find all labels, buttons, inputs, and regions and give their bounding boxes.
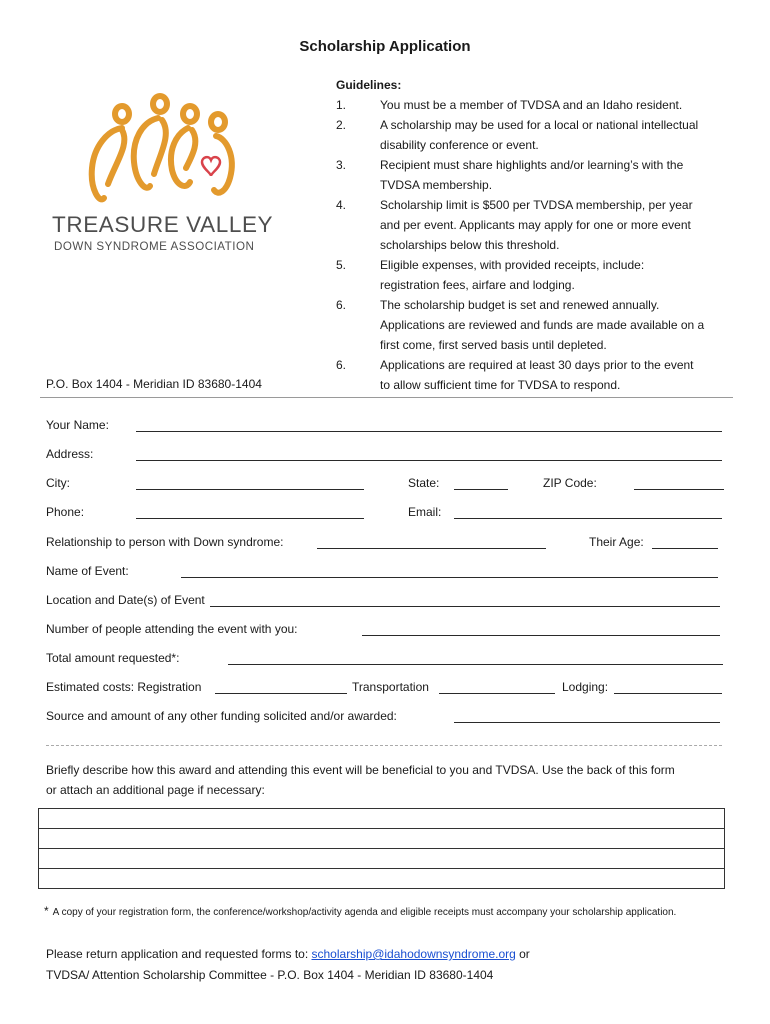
org-name-line2: DOWN SYNDROME ASSOCIATION	[54, 240, 255, 253]
email-field[interactable]	[454, 518, 722, 519]
guideline-text: disability conference or event.	[380, 138, 539, 152]
event-name-field[interactable]	[181, 577, 718, 578]
age-label: Their Age:	[589, 535, 644, 549]
phone-label: Phone:	[46, 505, 85, 519]
description-row[interactable]	[39, 869, 725, 889]
phone-field[interactable]	[136, 518, 364, 519]
org-name-line1: TREASURE VALLEY	[52, 212, 274, 237]
footnote	[44, 902, 734, 922]
form-title: Scholarship Application	[299, 38, 471, 55]
age-field[interactable]	[652, 548, 718, 549]
relationship-field[interactable]	[317, 548, 546, 549]
address-field[interactable]	[136, 460, 722, 461]
return-suffix: or	[515, 947, 530, 961]
return-instructions	[46, 947, 530, 961]
guideline-text: Eligible expenses, with provided receipts, include:	[380, 258, 645, 272]
state-label: State:	[408, 476, 440, 490]
description-line: or attach an additional page if necessary:	[46, 783, 265, 797]
name-label: Your Name:	[46, 418, 109, 432]
org-address: P.O. Box 1404 - Meridian ID 83680-1404	[46, 377, 262, 391]
event-name-label: Name of Event:	[46, 564, 129, 578]
description-line: Briefly describe how this award and attending this event will be beneficial to you and TVDSA. Use the back of this form	[46, 763, 675, 777]
guideline-number: 1.	[336, 98, 347, 112]
guideline-text: TVDSA membership.	[380, 178, 493, 192]
city-field[interactable]	[136, 489, 364, 490]
attendees-label: Number of people attending the event with you:	[46, 622, 298, 636]
description-box	[38, 808, 725, 889]
total-requested-label: Total amount requested*:	[46, 651, 180, 665]
transportation-field[interactable]	[439, 693, 555, 694]
dashed-separator	[46, 745, 722, 746]
state-field[interactable]	[454, 489, 508, 490]
guideline-text: Recipient must share highlights and/or learning’s with the	[380, 158, 684, 172]
return-prefix: Please return application and requested forms to:	[46, 947, 312, 961]
guideline-text: The scholarship budget is set and renewed annually.	[380, 298, 660, 312]
other-funding-field[interactable]	[454, 722, 720, 723]
guideline-text: and per event. Applicants may apply for one or more event	[380, 218, 691, 232]
name-field[interactable]	[136, 431, 722, 432]
description-row[interactable]	[39, 829, 725, 849]
guideline-number: 3.	[336, 158, 347, 172]
attendees-field[interactable]	[362, 635, 720, 636]
location-dates-label: Location and Date(s) of Event	[46, 593, 205, 607]
footnote-asterisk: *	[44, 904, 49, 918]
guideline-text: registration fees, airfare and lodging.	[380, 278, 575, 292]
address-label: Address:	[46, 447, 94, 461]
guideline-text: first come, first served basis until depleted.	[380, 338, 607, 352]
guideline-text: A scholarship may be used for a local or national intellectual	[380, 118, 699, 132]
guideline-text: Applications are reviewed and funds are made available on a	[380, 318, 705, 332]
return-mailing-address: TVDSA/ Attention Scholarship Committee - P.O. Box 1404 - Meridian ID 83680-1404	[46, 968, 494, 982]
city-label: City:	[46, 476, 70, 490]
guideline-number: 6.	[336, 358, 347, 372]
guideline-number: 6.	[336, 298, 347, 312]
zip-label: ZIP Code:	[543, 476, 597, 490]
guideline-text: to allow sufficient time for TVDSA to respond.	[380, 378, 621, 392]
guideline-number: 2.	[336, 118, 347, 132]
description-row[interactable]	[39, 809, 725, 829]
scholarship-email-link[interactable]: scholarship@idahodownsyndrome.org	[311, 947, 516, 961]
transportation-label: Transportation	[352, 680, 429, 694]
registration-cost-field[interactable]	[215, 693, 347, 694]
description-prompt	[46, 760, 726, 800]
guideline-number: 4.	[336, 198, 347, 212]
guideline-text: You must be a member of TVDSA and an Idaho resident.	[380, 98, 683, 112]
zip-field[interactable]	[634, 489, 724, 490]
description-row[interactable]	[39, 849, 725, 869]
relationship-label: Relationship to person with Down syndrome:	[46, 535, 284, 549]
guideline-number: 5.	[336, 258, 347, 272]
lodging-field[interactable]	[614, 693, 722, 694]
guideline-text: scholarships below this threshold.	[380, 238, 560, 252]
footnote-text: A copy of your registration form, the conference/workshop/activity agenda and eligible receipts must accompany your scholarship application.	[52, 907, 677, 918]
guideline-text: Scholarship limit is $500 per TVDSA membership, per year	[380, 198, 693, 212]
total-requested-field[interactable]	[228, 664, 723, 665]
section-divider	[40, 397, 733, 398]
registration-cost-label: Estimated costs: Registration	[46, 680, 202, 694]
lodging-label: Lodging:	[562, 680, 609, 694]
other-funding-label: Source and amount of any other funding solicited and/or awarded:	[46, 709, 397, 723]
location-dates-field[interactable]	[210, 606, 720, 607]
guidelines-heading: Guidelines:	[336, 78, 402, 92]
guideline-text: Applications are required at least 30 days prior to the event	[380, 358, 694, 372]
email-label: Email:	[408, 505, 442, 519]
